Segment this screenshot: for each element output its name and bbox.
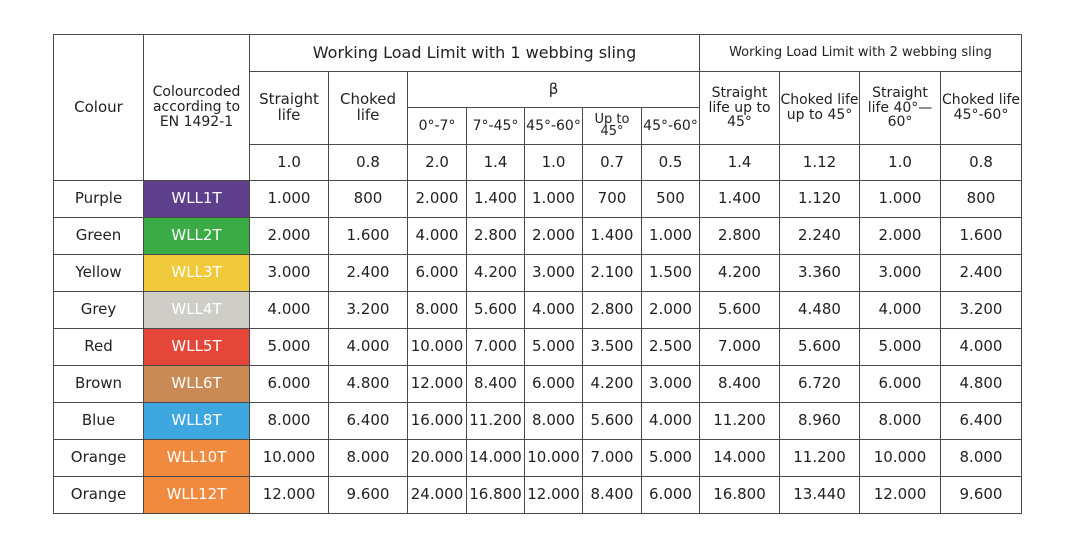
wll-value-cell: 14.000 (467, 440, 525, 477)
wll-value-cell: 1.400 (700, 181, 780, 218)
table-row (54, 366, 1022, 403)
wll-value-cell: 5.000 (525, 329, 583, 366)
wll-value-cell: 2.000 (860, 218, 941, 255)
header-group-1-sling: Working Load Limit with 1 webbing sling (250, 35, 700, 72)
header-choked-life: Choked life (329, 72, 408, 145)
wll-value-cell: 4.000 (329, 329, 408, 366)
wll-value-cell: 2.000 (250, 218, 329, 255)
wll-value-cell: 4.000 (525, 292, 583, 329)
wll-value-cell: 6.720 (780, 366, 860, 403)
wll-value-cell: 20.000 (408, 440, 467, 477)
wll-value-cell: 3.360 (780, 255, 860, 292)
wll-value-cell: 6.400 (329, 403, 408, 440)
wll-value-cell: 4.000 (941, 329, 1022, 366)
wll-value-cell: 5.600 (583, 403, 642, 440)
wll-value-cell: 16.800 (700, 477, 780, 514)
header-straight-40-60: Straight life 40°—60° (860, 72, 941, 145)
colour-name-cell: Green (54, 218, 144, 255)
wll-value-cell: 8.000 (941, 440, 1022, 477)
wll-value-cell: 1.500 (642, 255, 700, 292)
factor-cell: 1.0 (860, 145, 941, 181)
wll-value-cell: 6.400 (941, 403, 1022, 440)
wll-value-cell: 4.200 (700, 255, 780, 292)
wll-value-cell: 1.000 (250, 181, 329, 218)
header-colourcoded: Colourcoded according to EN 1492-1 (144, 35, 250, 181)
header-colour: Colour (54, 35, 144, 181)
header-choked-up-to-45: Choked life up to 45° (780, 72, 860, 145)
colour-code-swatch: WLL6T (144, 366, 250, 403)
wll-value-cell: 12.000 (250, 477, 329, 514)
colour-name-cell: Orange (54, 477, 144, 514)
factor-cell: 1.4 (467, 145, 525, 181)
header-beta-angle: 45°-60° (525, 108, 583, 145)
colour-name-cell: Purple (54, 181, 144, 218)
wll-value-cell: 4.000 (642, 403, 700, 440)
wll-value-cell: 8.960 (780, 403, 860, 440)
wll-table (53, 34, 1022, 514)
wll-value-cell: 2.800 (700, 218, 780, 255)
wll-value-cell: 4.200 (583, 366, 642, 403)
wll-value-cell: 12.000 (860, 477, 941, 514)
wll-value-cell: 6.000 (250, 366, 329, 403)
colour-code-swatch: WLL1T (144, 181, 250, 218)
wll-value-cell: 2.400 (329, 255, 408, 292)
wll-value-cell: 11.200 (780, 440, 860, 477)
wll-value-cell: 4.000 (860, 292, 941, 329)
wll-value-cell: 1.000 (525, 181, 583, 218)
colour-code-swatch: WLL10T (144, 440, 250, 477)
colour-code-swatch: WLL5T (144, 329, 250, 366)
wll-value-cell: 10.000 (860, 440, 941, 477)
colour-name-cell: Orange (54, 440, 144, 477)
wll-value-cell: 3.000 (860, 255, 941, 292)
wll-value-cell: 1.400 (467, 181, 525, 218)
header-beta-angle: Up to 45° (583, 108, 642, 145)
colour-name-cell: Yellow (54, 255, 144, 292)
wll-value-cell: 11.200 (700, 403, 780, 440)
wll-table-container (53, 34, 1022, 514)
factor-cell: 1.0 (525, 145, 583, 181)
factor-cell: 0.8 (329, 145, 408, 181)
factor-cell: 1.0 (250, 145, 329, 181)
wll-value-cell: 10.000 (408, 329, 467, 366)
table-row (54, 292, 1022, 329)
wll-value-cell: 11.200 (467, 403, 525, 440)
wll-value-cell: 10.000 (525, 440, 583, 477)
wll-value-cell: 5.600 (467, 292, 525, 329)
wll-value-cell: 3.500 (583, 329, 642, 366)
colour-name-cell: Grey (54, 292, 144, 329)
factor-cell: 1.4 (700, 145, 780, 181)
wll-value-cell: 3.000 (250, 255, 329, 292)
wll-value-cell: 9.600 (941, 477, 1022, 514)
wll-value-cell: 5.000 (250, 329, 329, 366)
wll-value-cell: 4.800 (941, 366, 1022, 403)
wll-value-cell: 5.000 (860, 329, 941, 366)
header-beta-angle: 7°-45° (467, 108, 525, 145)
table-row (54, 403, 1022, 440)
wll-value-cell: 8.000 (525, 403, 583, 440)
wll-value-cell: 8.400 (700, 366, 780, 403)
wll-value-cell: 5.600 (780, 329, 860, 366)
table-row (54, 181, 1022, 218)
wll-value-cell: 2.240 (780, 218, 860, 255)
wll-value-cell: 14.000 (700, 440, 780, 477)
header-straight-life: Straight life (250, 72, 329, 145)
wll-value-cell: 2.100 (583, 255, 642, 292)
header-beta: β (408, 72, 700, 108)
wll-value-cell: 1.000 (642, 218, 700, 255)
wll-value-cell: 5.000 (642, 440, 700, 477)
wll-value-cell: 7.000 (583, 440, 642, 477)
wll-value-cell: 800 (329, 181, 408, 218)
colour-name-cell: Red (54, 329, 144, 366)
wll-value-cell: 4.000 (408, 218, 467, 255)
header-straight-up-to-45: Straight life up to 45° (700, 72, 780, 145)
wll-value-cell: 6.000 (408, 255, 467, 292)
wll-value-cell: 8.000 (329, 440, 408, 477)
wll-value-cell: 1.000 (860, 181, 941, 218)
colour-code-swatch: WLL4T (144, 292, 250, 329)
colour-name-cell: Brown (54, 366, 144, 403)
factor-cell: 0.5 (642, 145, 700, 181)
wll-value-cell: 3.200 (329, 292, 408, 329)
wll-value-cell: 2.800 (467, 218, 525, 255)
wll-value-cell: 5.600 (700, 292, 780, 329)
wll-value-cell: 16.000 (408, 403, 467, 440)
wll-value-cell: 800 (941, 181, 1022, 218)
wll-value-cell: 4.480 (780, 292, 860, 329)
factor-cell: 0.7 (583, 145, 642, 181)
factor-cell: 2.0 (408, 145, 467, 181)
header-choked-45-60: Choked life 45°-60° (941, 72, 1022, 145)
header-beta-angle: 45°-60° (642, 108, 700, 145)
table-row (54, 440, 1022, 477)
colour-code-swatch: WLL12T (144, 477, 250, 514)
colour-code-swatch: WLL2T (144, 218, 250, 255)
wll-value-cell: 4.200 (467, 255, 525, 292)
wll-value-cell: 3.200 (941, 292, 1022, 329)
factor-cell: 0.8 (941, 145, 1022, 181)
colour-code-swatch: WLL8T (144, 403, 250, 440)
wll-value-cell: 500 (642, 181, 700, 218)
wll-value-cell: 8.000 (408, 292, 467, 329)
wll-value-cell: 700 (583, 181, 642, 218)
wll-value-cell: 9.600 (329, 477, 408, 514)
wll-value-cell: 1.600 (329, 218, 408, 255)
wll-value-cell: 3.000 (642, 366, 700, 403)
wll-value-cell: 8.000 (860, 403, 941, 440)
wll-value-cell: 16.800 (467, 477, 525, 514)
wll-value-cell: 7.000 (700, 329, 780, 366)
wll-value-cell: 12.000 (408, 366, 467, 403)
wll-value-cell: 12.000 (525, 477, 583, 514)
wll-value-cell: 4.000 (250, 292, 329, 329)
wll-value-cell: 10.000 (250, 440, 329, 477)
wll-value-cell: 6.000 (860, 366, 941, 403)
wll-value-cell: 24.000 (408, 477, 467, 514)
wll-value-cell: 8.400 (467, 366, 525, 403)
colour-name-cell: Blue (54, 403, 144, 440)
wll-value-cell: 13.440 (780, 477, 860, 514)
table-row (54, 477, 1022, 514)
wll-value-cell: 1.120 (780, 181, 860, 218)
wll-value-cell: 4.800 (329, 366, 408, 403)
factor-cell: 1.12 (780, 145, 860, 181)
wll-value-cell: 2.000 (642, 292, 700, 329)
wll-value-cell: 2.500 (642, 329, 700, 366)
wll-value-cell: 6.000 (642, 477, 700, 514)
wll-value-cell: 8.000 (250, 403, 329, 440)
wll-value-cell: 3.000 (525, 255, 583, 292)
wll-value-cell: 2.400 (941, 255, 1022, 292)
wll-value-cell: 1.400 (583, 218, 642, 255)
wll-value-cell: 1.600 (941, 218, 1022, 255)
wll-value-cell: 8.400 (583, 477, 642, 514)
table-row (54, 218, 1022, 255)
header-beta-angle: 0°-7° (408, 108, 467, 145)
table-row (54, 329, 1022, 366)
wll-value-cell: 2.000 (525, 218, 583, 255)
wll-value-cell: 6.000 (525, 366, 583, 403)
table-row (54, 255, 1022, 292)
wll-value-cell: 7.000 (467, 329, 525, 366)
wll-value-cell: 2.800 (583, 292, 642, 329)
wll-value-cell: 2.000 (408, 181, 467, 218)
header-group-2-sling: Working Load Limit with 2 webbing sling (700, 35, 1022, 72)
colour-code-swatch: WLL3T (144, 255, 250, 292)
